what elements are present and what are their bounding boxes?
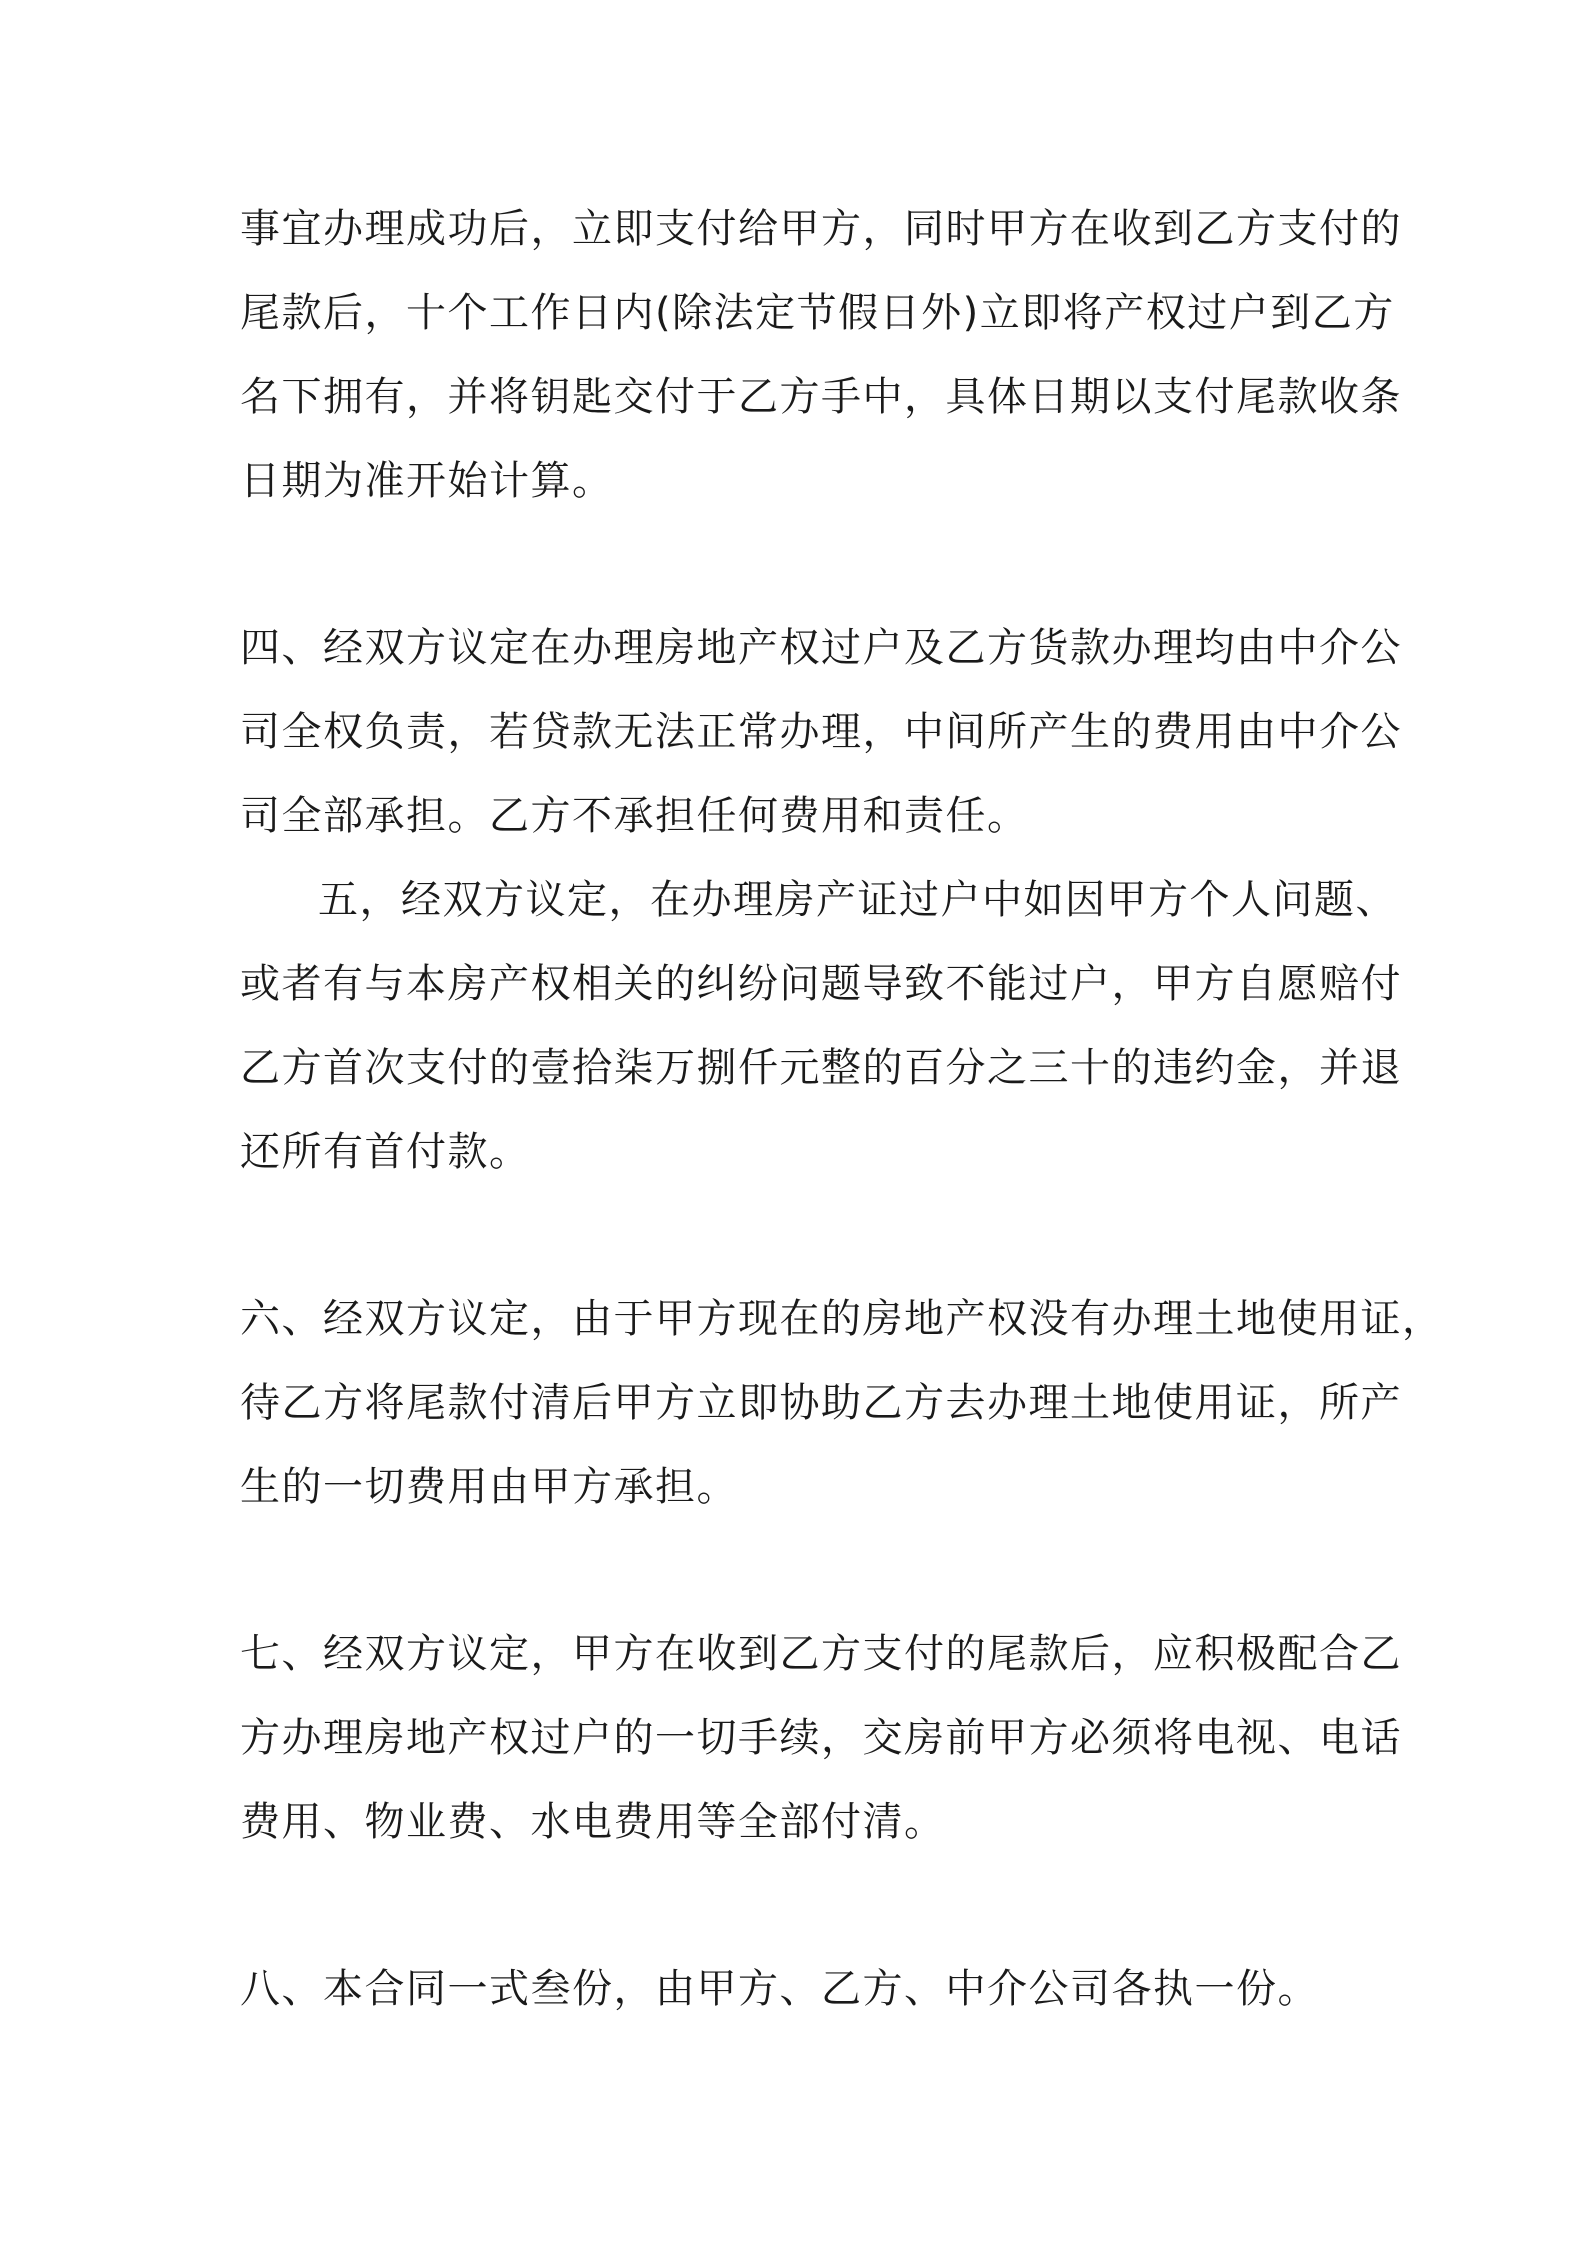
clause-8-line-1: 八、本合同一式叁份，由甲方、乙方、中介公司各执一份。 (240, 1966, 1319, 2012)
clause-7-line-3: 费用、物业费、水电费用等全部付清。 (240, 1799, 946, 1845)
clause-5-line-1: 五，经双方议定，在办理房产证过户中如因甲方个人问题、 (318, 877, 1397, 923)
clause-4-line-2: 司全权负责，若贷款无法正常办理，中间所产生的费用由中介公 (240, 709, 1402, 755)
clause-7-line-1: 七、经双方议定，甲方在收到乙方支付的尾款后，应积极配合乙 (240, 1631, 1402, 1677)
clause-5-line-2: 或者有与本房产权相关的纠纷问题导致不能过户，甲方自愿赔付 (240, 961, 1402, 1007)
clause-6-line-2: 待乙方将尾款付清后甲方立即协助乙方去办理土地使用证，所产 (240, 1380, 1402, 1426)
continuation-line-4: 日期为准开始计算。 (240, 458, 614, 504)
continuation-line-3: 名下拥有，并将钥匙交付于乙方手中，具体日期以支付尾款收条 (240, 374, 1402, 420)
clause-6-line-1: 六、经双方议定，由于甲方现在的房地产权没有办理土地使用证， (240, 1296, 1444, 1342)
clause-7-line-2: 方办理房地产权过户的一切手续，交房前甲方必须将电视、电话 (240, 1715, 1402, 1761)
clause-4-line-1: 四、经双方议定在办理房地产权过户及乙方货款办理均由中介公 (240, 625, 1402, 671)
clause-6-line-3: 生的一切费用由甲方承担。 (240, 1464, 738, 1510)
clause-5-line-4: 还所有首付款。 (240, 1129, 531, 1175)
clause-4-line-3: 司全部承担。乙方不承担任何费用和责任。 (240, 793, 1029, 839)
clause-5-line-3: 乙方首次支付的壹拾柒万捌仟元整的百分之三十的违约金，并退 (240, 1045, 1402, 1091)
continuation-line-1: 事宜办理成功后，立即支付给甲方，同时甲方在收到乙方支付的 (240, 206, 1402, 252)
continuation-line-2: 尾款后，十个工作日内(除法定节假日外)立即将产权过户到乙方 (240, 290, 1395, 336)
